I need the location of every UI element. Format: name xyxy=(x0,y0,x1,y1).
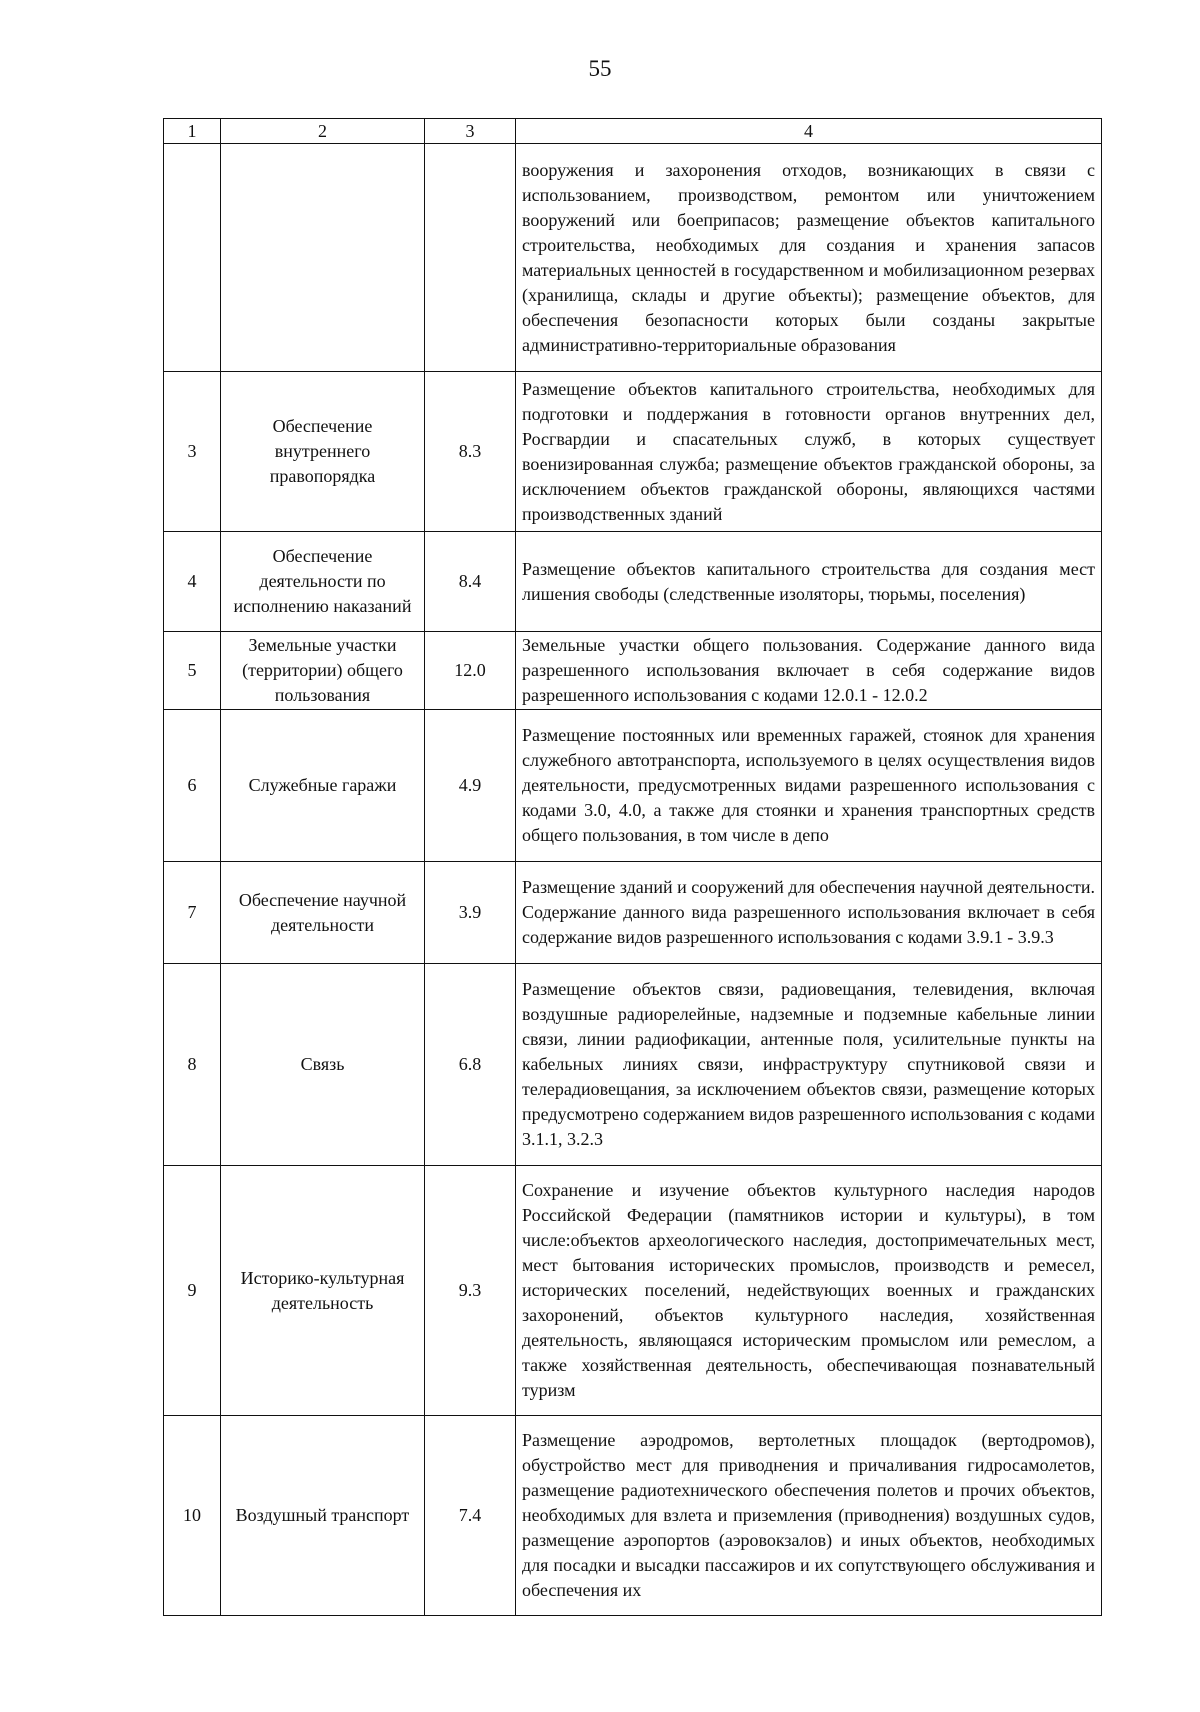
use-type-description: Размещение объектов капитального строительства, необходимых для подготовки и поддержания в готовности органов внутренних дел, Росгвардии и спасательных служб, в которых существует военизированная служба; размещение объектов гражданской обороны, за исключением объектов гражданской обороны, являющихся частями производственных зданий xyxy=(516,372,1102,532)
use-type-name: Обеспечение деятельности по исполнению наказаний xyxy=(221,532,425,632)
table-row xyxy=(164,1166,1102,1416)
use-type-description: Размещение объектов связи, радиовещания, телевидения, включая воздушные радиорелейные, надземные и подземные кабельные линии связи, линии радиофикации, антенные поля, усилительные пункты на кабельных линиях связи, инфраструктуру спутниковой связи и телерадиовещания, за исключением объектов связи, размещение которых предусмотрено содержанием видов разрешенного использования с кодами 3.1.1, 3.2.3 xyxy=(516,964,1102,1166)
row-number: 4 xyxy=(164,532,221,632)
use-type-description: Сохранение и изучение объектов культурного наследия народов Российской Федерации (памятников истории и культуры), в том числе:объектов археологического наследия, достопримечательных мест, мест бытования исторических промыслов, производств и ремесел, исторических поселений, недействующих военных и гражданских захоронений, объектов культурного наследия, хозяйственная деятельность, являющаяся историческим промыслом или ремеслом, а также хозяйственная деятельность, обеспечивающая познавательный туризм xyxy=(516,1166,1102,1416)
use-type-name: Служебные гаражи xyxy=(221,710,425,862)
use-type-name: Обеспечение научной деятельности xyxy=(221,862,425,964)
table-row xyxy=(164,710,1102,862)
use-type-name: Обеспечение внутреннего правопорядка xyxy=(221,372,425,532)
use-type-code: 9.3 xyxy=(425,1166,516,1416)
row-number: 9 xyxy=(164,1166,221,1416)
header-cell-1: 1 xyxy=(164,119,221,144)
table-row xyxy=(164,1416,1102,1616)
row-number xyxy=(164,144,221,372)
use-type-code: 8.3 xyxy=(425,372,516,532)
use-type-name: Воздушный транспорт xyxy=(221,1416,425,1616)
row-number: 5 xyxy=(164,632,221,710)
page-number: 55 xyxy=(588,56,612,81)
header-cell-3: 3 xyxy=(425,119,516,144)
use-type-name: Историко-культурная деятельность xyxy=(221,1166,425,1416)
row-number: 3 xyxy=(164,372,221,532)
header-cell-4: 4 xyxy=(516,119,1102,144)
table-row xyxy=(164,632,1102,710)
use-type-description: Размещение объектов капитального строительства для создания мест лишения свободы (следственные изоляторы, тюрьмы, поселения) xyxy=(516,532,1102,632)
use-type-code: 7.4 xyxy=(425,1416,516,1616)
table-row xyxy=(164,532,1102,632)
use-type-code: 12.0 xyxy=(425,632,516,710)
header-cell-2: 2 xyxy=(221,119,425,144)
use-type-description: Размещение постоянных или временных гаражей, стоянок для хранения служебного автотранспорта, используемого в целях осуществления видов деятельности, предусмотренных видами разрешенного использования с кодами 3.0, 4.0, а также для стоянки и хранения транспортных средств общего пользования, в том числе в депо xyxy=(516,710,1102,862)
use-type-description: вооружения и захоронения отходов, возникающих в связи с использованием, производством, ремонтом или уничтожением вооружений или боеприпасов; размещение объектов капитального строительства, необходимых для создания и хранения запасов материальных ценностей в государственном и мобилизационном резервах (хранилища, склады и другие объекты); размещение объектов, для обеспечения безопасности которых были созданы закрытые административно-территориальные образования xyxy=(516,144,1102,372)
table-row xyxy=(164,964,1102,1166)
use-type-code: 4.9 xyxy=(425,710,516,862)
use-type-code: 6.8 xyxy=(425,964,516,1166)
table-row xyxy=(164,862,1102,964)
use-type-code xyxy=(425,144,516,372)
table-row xyxy=(164,144,1102,372)
land-use-table xyxy=(163,118,1102,1616)
use-type-code: 8.4 xyxy=(425,532,516,632)
table-header-row xyxy=(164,119,1102,144)
row-number: 7 xyxy=(164,862,221,964)
use-type-name: Связь xyxy=(221,964,425,1166)
use-type-name xyxy=(221,144,425,372)
use-type-description: Размещение зданий и сооружений для обеспечения научной деятельности. Содержание данного вида разрешенного использования включает в себя содержание видов разрешенного использования с кодами 3.9.1 - 3.9.3 xyxy=(516,862,1102,964)
row-number: 6 xyxy=(164,710,221,862)
use-type-description: Размещение аэродромов, вертолетных площадок (вертодромов), обустройство мест для приводнения и причаливания гидросамолетов, размещение радиотехнического обеспечения полетов и прочих объектов, необходимых для взлета и приземления (приводнения) воздушных судов, размещение аэропортов (аэровокзалов) и иных объектов, необходимых для посадки и высадки пассажиров и их сопутствующего обслуживания и обеспечения их xyxy=(516,1416,1102,1616)
row-number: 8 xyxy=(164,964,221,1166)
use-type-code: 3.9 xyxy=(425,862,516,964)
use-type-name: Земельные участки (территории) общего пользования xyxy=(221,632,425,710)
table-row xyxy=(164,372,1102,532)
row-number: 10 xyxy=(164,1416,221,1616)
use-type-description: Земельные участки общего пользования. Содержание данного вида разрешенного использования включает в себя содержание видов разрешенного использования с кодами 12.0.1 - 12.0.2 xyxy=(516,632,1102,710)
